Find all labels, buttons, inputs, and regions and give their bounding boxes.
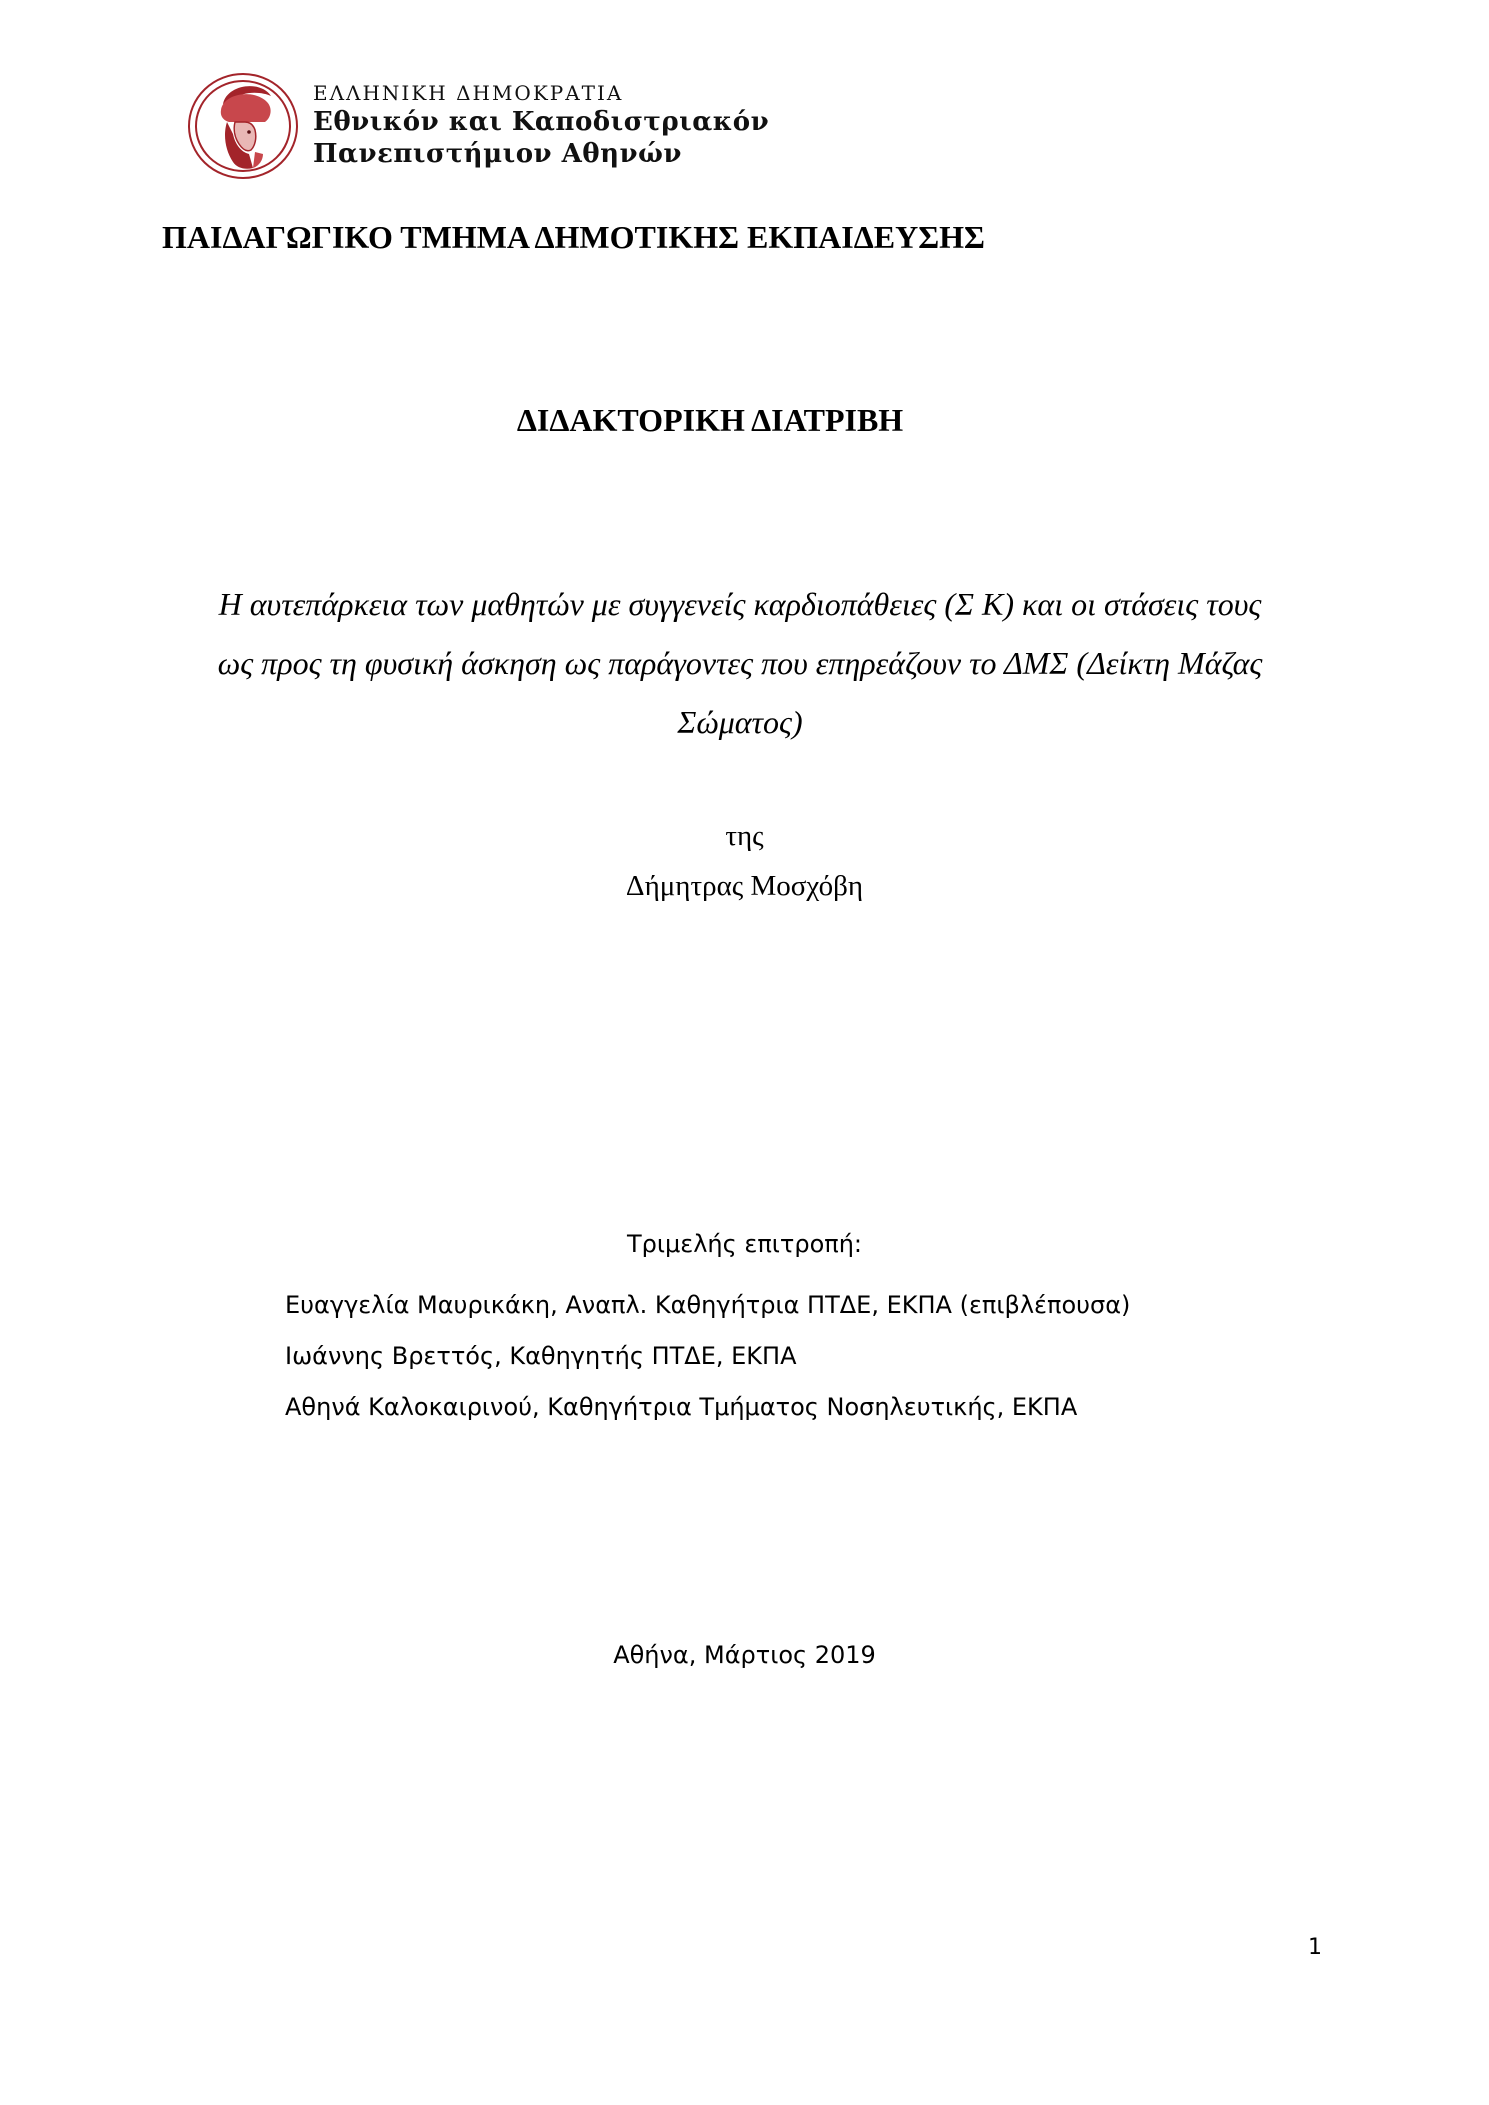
committee-members <box>285 1280 1130 1433</box>
author-name: Δήμητρας Μοσχόβη <box>625 870 864 902</box>
committee-member: Αθηνά Καλοκαιρινού, Καθηγήτρια Τμήματος Νοσηλευτικής, ΕΚΠΑ <box>285 1393 1078 1421</box>
committee-heading: Τριμελής επιτροπή: <box>626 1230 863 1258</box>
institution-line-3: Πανεπιστήμιον Αθηνών <box>313 139 682 169</box>
institution-line-2: Εθνικόν και Καποδιστριακόν <box>313 107 770 137</box>
institution-line-1: ΕΛΛΗΝΙΚΗ ΔΗΜΟΚΡΑΤΙΑ <box>313 81 624 105</box>
place-date: Αθήνα, Μάρτιος 2019 <box>613 1641 876 1669</box>
byline-of: της <box>725 820 764 852</box>
committee-member: Ιωάννης Βρεττός, Καθηγητής ΠΤΔΕ, ΕΚΠΑ <box>285 1342 797 1370</box>
department-name: ΠΑΙΔΑΓΩΓΙΚΟ ΤΜΗΜΑ ΔΗΜΟΤΙΚΗΣ ΕΚΠΑΙΔΕΥΣΗΣ <box>162 219 985 255</box>
committee-member: Ευαγγελία Μαυρικάκη, Αναπλ. Καθηγήτρια ΠΤΔΕ, ΕΚΠΑ (επιβλέπουσα) <box>285 1291 1131 1319</box>
thesis-title-line: ως προς τη φυσική άσκηση ως παράγοντες που επηρεάζουν το ΔΜΣ (Δείκτη Μάζας <box>217 645 1263 681</box>
document-type: ΔΙΔΑΚΤΟΡΙΚΗ ΔΙΑΤΡΙΒΗ <box>516 402 904 438</box>
thesis-title-line: Η αυτεπάρκεια των μαθητών με συγγενείς καρδιοπάθειες (Σ Κ) και οι στάσεις τους <box>218 586 1262 622</box>
thesis-title-line: Σώματος) <box>677 704 803 740</box>
thesis-title <box>150 575 1330 752</box>
institution-name <box>313 80 769 170</box>
page-number: 1 <box>1308 1935 1322 1960</box>
athena-seal-icon <box>183 70 308 182</box>
